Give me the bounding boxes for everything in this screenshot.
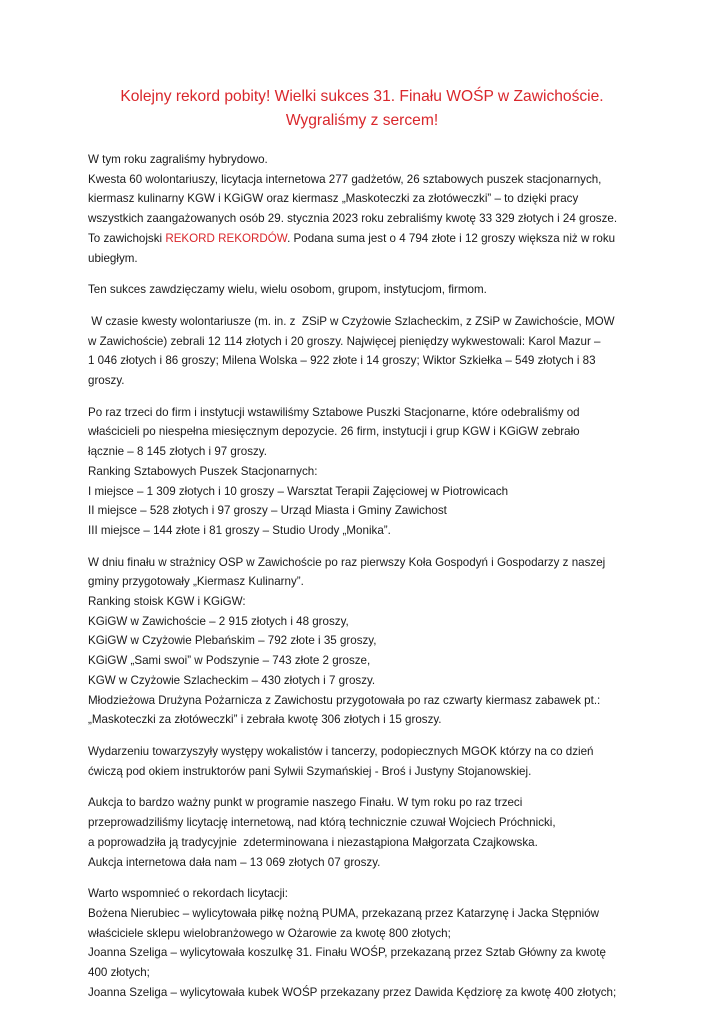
text-line: kiermasz kulinarny KGW i KGiGW oraz kiermasz „Maskoteczki za złotóweczki” – to dzięki pracy — [88, 192, 579, 206]
text-line: Ranking stoisk KGW i KGiGW: — [88, 595, 246, 609]
paragraph-performances — [88, 742, 678, 781]
text-line: właścicieli po niespełna miesięcznym depozycie. 26 firm, instytucji i grup KGW i KGiGW zebrało — [88, 425, 580, 439]
text-line: łącznie – 8 145 złotych i 97 groszy. — [88, 445, 267, 459]
text-line: wszystkich zaangażowanych osób 29. stycznia 2023 roku zebraliśmy kwotę 33 329 złotych i 24 grosze. — [88, 212, 618, 226]
text-line: właściciele sklepu wielobranżowego w Ożarowie za kwotę 800 złotych; — [88, 926, 451, 940]
paragraph-culinary-fair — [88, 553, 678, 730]
paragraph-auction-records — [88, 884, 678, 1002]
text-line: Młodzieżowa Drużyna Pożarnicza z Zawichostu przygotowała po raz czwarty kiermasz zabawek pt.: — [88, 693, 601, 707]
ranking-item: KGiGW „Sami swoi” w Podszynie – 743 złote 2 grosze, — [88, 654, 371, 668]
text-line: W czasie kwesty wolontariusze (m. in. z ZSiP w Czyżowie Szlacheckim, z ZSiP w Zawichoście, MOW — [88, 314, 615, 328]
text-line: „Maskoteczki za złotóweczki” i zebrała kwotę 306 złotych i 15 groszy. — [88, 713, 442, 727]
paragraph-thanks — [88, 280, 678, 300]
text-line: Ten sukces zawdzięczamy wielu, wielu osobom, grupom, instytucjom, firmom. — [88, 283, 487, 297]
ranking-item: KGiGW w Zawichoście – 2 915 złotych i 48 groszy, — [88, 614, 349, 628]
text-line: Joanna Szeliga – wylicytowała koszulkę 31. Finału WOŚP, przekazaną przez Sztab Główny za kwotę — [88, 946, 606, 960]
text-line: Kwesta 60 wolontariuszy, licytacja internetowa 277 gadżetów, 26 sztabowych puszek stacjonarnych, — [88, 172, 602, 186]
text-line: W tym roku zagraliśmy hybrydowo. — [88, 153, 268, 166]
text-line: a poprowadziła ją tradycyjnie zdeterminowana i niezastąpiona Małgorzata Czajkowska. — [88, 835, 538, 849]
record-highlight: REKORD REKORDÓW — [165, 231, 288, 245]
page-title — [60, 85, 664, 133]
text-line: 400 złotych; — [88, 966, 150, 980]
text-line: W dniu finału w strażnicy OSP w Zawichoście po raz pierwszy Koła Gospodyń i Gospodarzy z naszej — [88, 555, 606, 569]
text-segment: To zawichojski — [88, 231, 166, 245]
text-segment: . Podana suma jest o 4 794 złote i 12 groszy większa niż w roku — [287, 231, 616, 245]
ranking-item: II miejsce – 528 złotych i 97 groszy – Urząd Miasta i Gminy Zawichost — [88, 504, 447, 518]
ranking-item: KGiGW w Czyżowie Plebańskim – 792 złote i 35 groszy, — [88, 634, 377, 648]
title-line-2: Wygraliśmy z sercem! — [285, 112, 439, 129]
paragraph-stationary-boxes — [88, 403, 678, 541]
text-line: Bożena Nierubiec – wylicytowała piłkę nożną PUMA, przekazaną przez Katarzynę i Jacka Stępniów — [88, 906, 600, 920]
title-line-1: Kolejny rekord pobity! Wielki sukces 31. Finału WOŚP w Zawichoście. — [120, 88, 604, 105]
text-line: Joanna Szeliga – wylicytowała kubek WOŚP przekazany przez Dawida Kędziorę za kwotę 400 złotych; — [88, 985, 617, 999]
text-line: Ranking Sztabowych Puszek Stacjonarnych: — [88, 464, 318, 478]
text-line: gminy przygotowały „Kiermasz Kulinarny”. — [88, 575, 304, 589]
article-body — [88, 150, 678, 1002]
ranking-item: III miejsce – 144 złote i 81 groszy – Studio Urody „Monika”. — [88, 523, 391, 537]
text-line: ubiegłym. — [88, 251, 138, 265]
text-line: Aukcja internetowa dała nam – 13 069 złotych 07 groszy. — [88, 855, 381, 869]
text-line: 1 046 złotych i 86 groszy; Milena Wolska – 922 złote i 14 groszy; Wiktor Szkiełka – 549 złotych i 83 — [88, 354, 596, 368]
text-line: w Zawichoście) zebrali 12 114 złotych i 20 groszy. Najwięcej pieniędzy wykwestowali: Karol Mazur – — [88, 334, 601, 348]
text-line: ćwiczą pod okiem instruktorów pani Sylwii Szymańskiej - Broś i Justyny Stojanowskiej. — [88, 764, 532, 778]
text-line: Po raz trzeci do firm i instytucji wstawiliśmy Sztabowe Puszki Stacjonarne, które odebraliśmy od — [88, 405, 580, 419]
ranking-item: I miejsce – 1 309 złotych i 10 groszy – Warsztat Terapii Zajęciowej w Piotrowicach — [88, 484, 509, 498]
text-line — [88, 229, 678, 249]
text-line: Wydarzeniu towarzyszyły występy wokalistów i tancerzy, podopiecznych MGOK którzy na co dzień — [88, 744, 594, 758]
paragraph-auction — [88, 793, 678, 872]
text-line: groszy. — [88, 374, 125, 388]
text-line: Aukcja to bardzo ważny punkt w programie naszego Finału. W tym roku po raz trzeci — [88, 796, 523, 810]
ranking-item: KGW w Czyżowie Szlacheckim – 430 złotych i 7 groszy. — [88, 673, 376, 687]
paragraph-volunteers — [88, 312, 678, 391]
text-line: przeprowadziliśmy licytację internetową, nad którą technicznie czuwał Wojciech Próchnicki, — [88, 816, 556, 830]
text-line: Warto wspomnieć o rekordach licytacji: — [88, 887, 288, 901]
paragraph-intro — [88, 150, 678, 268]
